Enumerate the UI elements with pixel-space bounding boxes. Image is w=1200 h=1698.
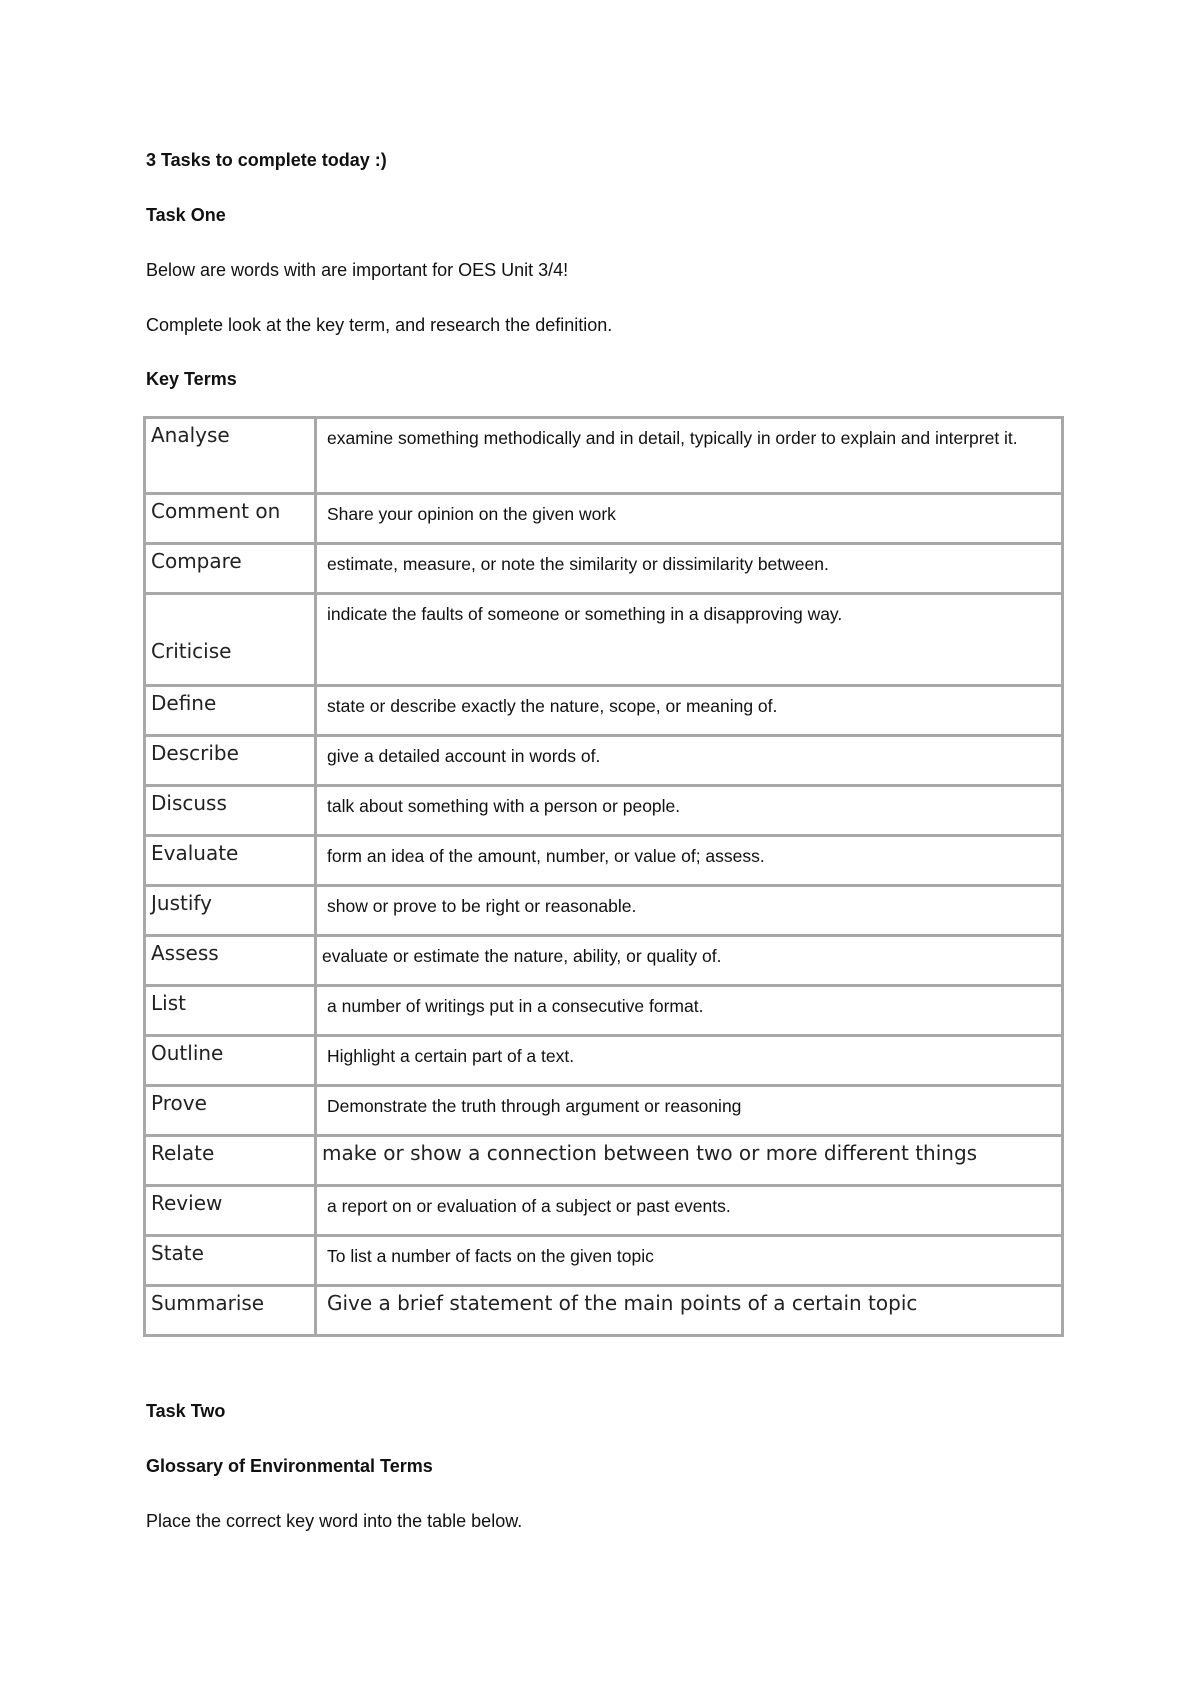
- term-cell: [145, 594, 316, 686]
- key-terms-heading: Key Terms: [146, 369, 237, 389]
- task-one-line-2: Complete look at the key term, and research the definition.: [146, 315, 613, 335]
- definition-text: Demonstrate the truth through argument or reasoning: [327, 1096, 742, 1116]
- table-row: [145, 1036, 1063, 1086]
- definition-cell: [316, 594, 1063, 686]
- table-row: [145, 986, 1063, 1036]
- table-row: [145, 594, 1063, 686]
- definition-text: make or show a connection between two or more different things: [322, 1141, 978, 1165]
- definition-text: give a detailed account in words of.: [327, 746, 601, 766]
- table-row: [145, 494, 1063, 544]
- definition-text: a number of writings put in a consecutive format.: [327, 996, 704, 1016]
- definition-text: a report on or evaluation of a subject or past events.: [327, 1196, 731, 1216]
- definition-cell: [316, 686, 1063, 736]
- term-label: State: [151, 1241, 204, 1265]
- term-label: Justify: [151, 891, 212, 915]
- definition-cell: [316, 836, 1063, 886]
- table-row: [145, 836, 1063, 886]
- table-row: [145, 736, 1063, 786]
- definition-cell: [316, 936, 1063, 986]
- definition-text: Highlight a certain part of a text.: [327, 1046, 575, 1066]
- definition-text: talk about something with a person or people.: [327, 796, 681, 816]
- term-label: Analyse: [151, 423, 230, 447]
- definition-text: Share your opinion on the given work: [327, 504, 616, 524]
- term-cell: [145, 494, 316, 544]
- term-label: Evaluate: [151, 841, 239, 865]
- term-label: Discuss: [151, 791, 227, 815]
- table-row: [145, 1236, 1063, 1286]
- intro-heading: 3 Tasks to complete today :): [146, 150, 387, 170]
- term-label: Describe: [151, 741, 239, 765]
- term-label: Relate: [151, 1141, 215, 1165]
- term-label: Compare: [151, 549, 242, 573]
- definition-text: Give a brief statement of the main points of a certain topic: [327, 1291, 918, 1315]
- term-cell: [145, 418, 316, 494]
- term-cell: [145, 836, 316, 886]
- definition-text: form an idea of the amount, number, or value of; assess.: [327, 846, 765, 866]
- task-one-line-1: Below are words with are important for OES Unit 3/4!: [146, 260, 569, 280]
- definition-cell: [316, 786, 1063, 836]
- term-label: Prove: [151, 1091, 207, 1115]
- task-one-heading: Task One: [146, 205, 226, 225]
- definition-text: evaluate or estimate the nature, ability, or quality of.: [322, 946, 722, 966]
- term-label: Assess: [151, 941, 219, 965]
- definition-cell: [316, 544, 1063, 594]
- table-row: [145, 886, 1063, 936]
- term-cell: [145, 1086, 316, 1136]
- term-label: Summarise: [151, 1291, 265, 1315]
- table-row: [145, 1136, 1063, 1186]
- table-row: [145, 418, 1063, 494]
- task-two-instruction: Place the correct key word into the table below.: [146, 1511, 523, 1531]
- term-cell: [145, 1036, 316, 1086]
- term-cell: [145, 786, 316, 836]
- term-cell: [145, 1136, 316, 1186]
- table-row: [145, 1086, 1063, 1136]
- definition-text: To list a number of facts on the given topic: [327, 1246, 654, 1266]
- definition-cell: [316, 494, 1063, 544]
- table-row: [145, 1186, 1063, 1236]
- definition-cell: [316, 1286, 1063, 1336]
- term-label: Criticise: [151, 639, 232, 663]
- term-label: List: [151, 991, 186, 1015]
- term-cell: [145, 1286, 316, 1336]
- table-row: [145, 544, 1063, 594]
- term-cell: [145, 1186, 316, 1236]
- definition-cell: [316, 736, 1063, 786]
- definition-cell: [316, 1236, 1063, 1286]
- definition-text: state or describe exactly the nature, scope, or meaning of.: [327, 696, 778, 716]
- definition-cell: [316, 418, 1063, 494]
- term-label: Outline: [151, 1041, 224, 1065]
- term-cell: [145, 986, 316, 1036]
- definition-text: examine something methodically and in detail, typically in order to explain and interpret it.: [327, 428, 1018, 448]
- table-row: [145, 786, 1063, 836]
- definition-text: show or prove to be right or reasonable.: [327, 896, 637, 916]
- table-row: [145, 686, 1063, 736]
- term-cell: [145, 686, 316, 736]
- term-label: Comment on: [151, 499, 281, 523]
- term-cell: [145, 544, 316, 594]
- definition-cell: [316, 1186, 1063, 1236]
- term-label: Review: [151, 1191, 223, 1215]
- definition-cell: [316, 1036, 1063, 1086]
- term-cell: [145, 736, 316, 786]
- definition-cell: [316, 986, 1063, 1036]
- glossary-heading: Glossary of Environmental Terms: [146, 1456, 433, 1476]
- table-row: [145, 1286, 1063, 1336]
- table-row: [145, 936, 1063, 986]
- definition-text: estimate, measure, or note the similarity or dissimilarity between.: [327, 554, 829, 574]
- definition-text: indicate the faults of someone or something in a disapproving way.: [327, 604, 843, 624]
- definition-cell: [316, 886, 1063, 936]
- task-two-heading: Task Two: [146, 1401, 226, 1421]
- term-cell: [145, 886, 316, 936]
- term-cell: [145, 1236, 316, 1286]
- definition-cell: [316, 1136, 1063, 1186]
- key-terms-table: [143, 416, 1064, 1337]
- term-cell: [145, 936, 316, 986]
- definition-cell: [316, 1086, 1063, 1136]
- term-label: Define: [151, 691, 217, 715]
